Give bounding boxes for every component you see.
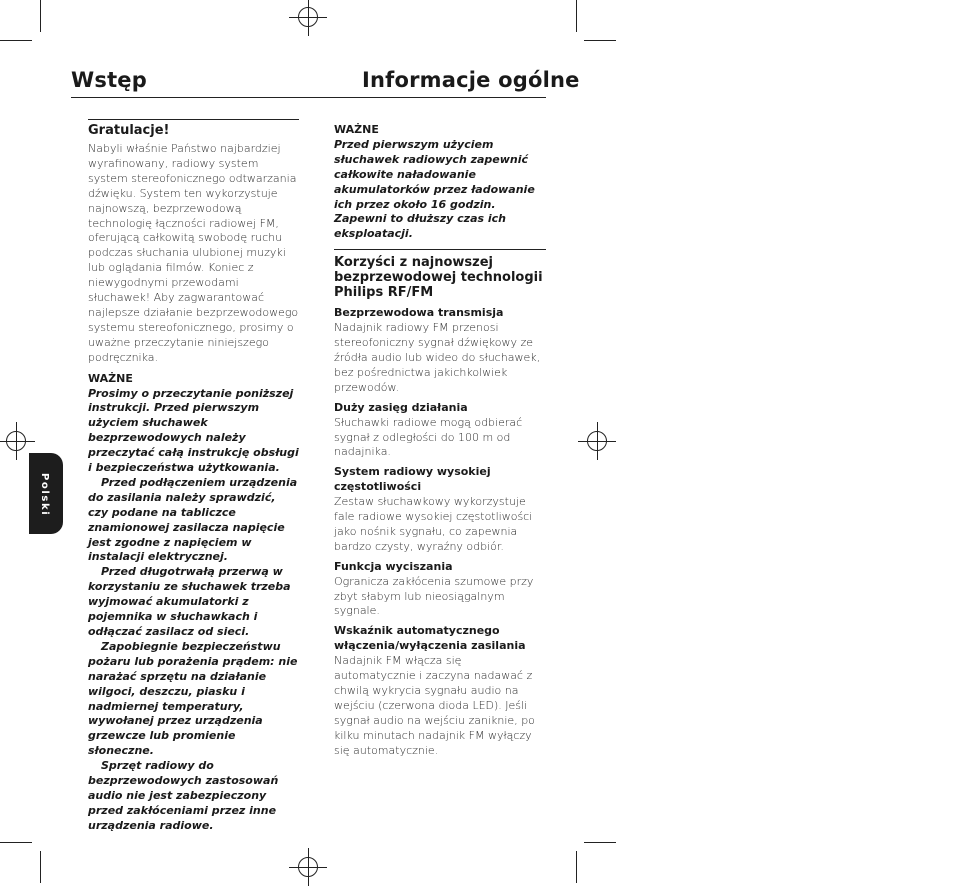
crop-mark bbox=[0, 842, 32, 843]
feature-title: Funkcja wyciszania bbox=[334, 559, 453, 573]
intro-paragraph: Nabyli właśnie Państwo najbardziej wyrafinowany, radiowy system system stereofonicznego odtwarzania dźwięku. System ten wykorzystuje najnowszą, bezprzewodową technologię łączności radiowej FM, oferującą całkowitą swobodę ruchu podczas słuchania ulubionej muzyki lub oglądania filmów. Koniec z niewygodnymi przewodami słuchawek! Aby zagwarantować najlepsze działanie bezprzewodowego systemu stereofonicznego, prosimy o uważne przeczytanie niniejszego podręcznika. bbox=[88, 142, 299, 364]
important-label: WAŻNE bbox=[88, 371, 133, 385]
warning-paragraph: Prosimy o przeczytanie poniższej instrukcji. Przed pierwszym użyciem słuchawek bezprzewodowych należy przeczytać całą instrukcję obsługi i bezpieczeństwa użytkowania. bbox=[88, 386, 299, 475]
feature-text: Słuchawki radiowe mogą odbierać sygnał z odległości do 100 m od nadajnika. bbox=[334, 415, 523, 459]
page-title-right: Informacje ogólne bbox=[362, 68, 580, 92]
registration-mark-icon bbox=[298, 857, 318, 877]
warning-paragraph: Sprzęt radiowy do bezprzewodowych zastosowań audio nie jest zabezpieczony przed zakłóceniami przez inne urządzenia radiowe. bbox=[88, 759, 279, 832]
warning-paragraph: Zapobiegnie bezpieczeństwu pożaru lub porażenia prądem: nie narażać sprzętu na działanie wilgoci, deszczu, piasku i nadmiernej temperatury, wywołanej przez urządzenia grzewcze lub promienie słoneczne. bbox=[88, 639, 298, 758]
title-divider bbox=[71, 97, 546, 98]
feature-text: Nadajnik FM włącza się automatycznie i zaczyna nadawać z chwilą wykrycia sygnału audio na wejściu (czerwona dioda LED). Jeśli sygnał audio na wejściu zaniknie, po kilku minutach nadajnik FM wyłączy się automatycznie. bbox=[334, 654, 535, 757]
section-heading: Gratulacje! bbox=[88, 123, 170, 138]
feature-text: Nadajnik radiowy FM przenosi stereofoniczny sygnał dźwiękowy ze źródła audio lub wideo do słuchawek, bez pośrednictwa jakichkolwiek przewodów. bbox=[334, 321, 541, 394]
feature-title: Wskaźnik automatycznego włączenia/wyłączenia zasilania bbox=[334, 624, 526, 653]
left-column bbox=[88, 119, 299, 834]
important-note: Przed pierwszym użyciem słuchawek radiowych zapewnić całkowite naładowanie akumulatorków przez ładowanie ich przez około 16 godzin. Zapewni to dłuższy czas ich eksploatacji. bbox=[334, 137, 535, 241]
page-title-left: Wstęp bbox=[71, 68, 147, 92]
feature-title: Duży zasięg działania bbox=[334, 400, 468, 414]
crop-mark bbox=[576, 851, 577, 883]
registration-mark-icon bbox=[6, 431, 26, 451]
registration-mark-icon bbox=[587, 431, 607, 451]
important-label: WAŻNE bbox=[334, 123, 379, 136]
warning-paragraph: Przed długotrwałą przerwą w korzystaniu ze słuchawek trzeba wyjmować akumulatorki z pojemnika w słuchawkach i odłączać zasilacz od sieci. bbox=[88, 565, 291, 638]
right-column bbox=[334, 119, 546, 759]
feature-text: Zestaw słuchawkowy wykorzystuje fale radiowe wysokiej częstotliwości jako nośnik sygnału, co zapewnia bardzo czysty, wyraźny odbiór. bbox=[334, 495, 533, 553]
feature-title: Bezprzewodowa transmisja bbox=[334, 306, 504, 320]
crop-mark bbox=[40, 851, 41, 883]
crop-mark bbox=[584, 842, 616, 843]
section-heading: Korzyści z najnowszej bezprzewodowej technologii Philips RF/FM bbox=[334, 255, 543, 301]
section-divider bbox=[88, 119, 299, 120]
registration-mark-icon bbox=[298, 7, 318, 27]
language-tab bbox=[29, 453, 63, 534]
language-tab-label: Polski bbox=[39, 473, 50, 517]
warning-paragraph: Przed podłączeniem urządzenia do zasilania należy sprawdzić, czy podane na tabliczce znamionowej zasilacza napięcie jest zgodne z napięciem w instalacji elektrycznej. bbox=[88, 475, 298, 564]
crop-mark bbox=[40, 0, 41, 32]
feature-text: Ogranicza zakłócenia szumowe przy zbyt słabym lub nieosiągalnym sygnale. bbox=[334, 574, 534, 618]
crop-mark bbox=[576, 0, 577, 32]
feature-title: System radiowy wysokiej częstotliwości bbox=[334, 465, 491, 494]
crop-mark bbox=[0, 40, 32, 41]
crop-mark bbox=[584, 40, 616, 41]
section-divider bbox=[334, 249, 546, 250]
